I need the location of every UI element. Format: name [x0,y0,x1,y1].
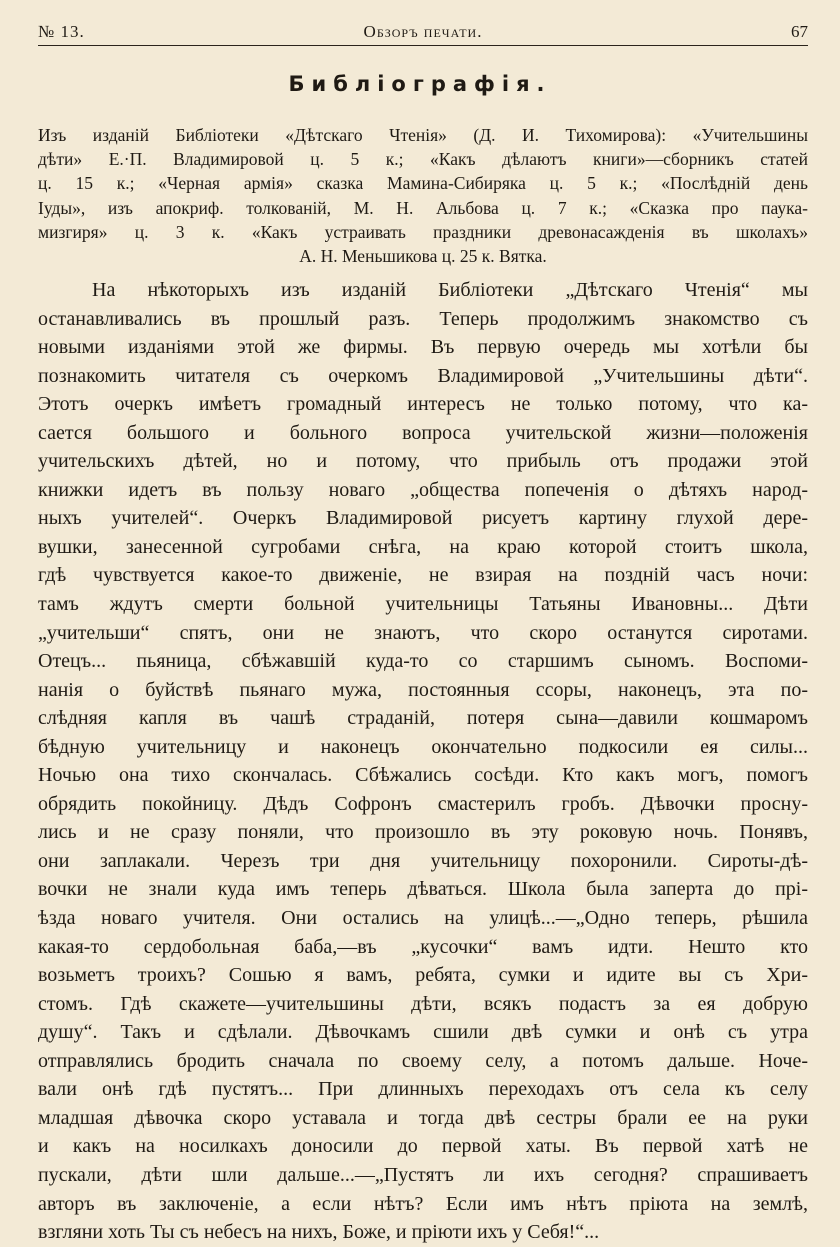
body-line: гдѣ чувствуется какое-то движеніе, не взирая на поздній часъ ночи: [38,564,808,587]
body-line: слѣдняя капля въ чашѣ страданій, потеря сына—давили кошмаромъ [38,707,808,730]
body-line: останавливались въ прошлый разъ. Теперь продолжимъ знакомство съ [38,307,808,330]
header-rule [38,45,808,46]
body-line: отправлялись бродить сначала по своему селу, а потомъ дальше. Ноче- [38,1049,808,1072]
body-line: Отецъ... пьяница, сбѣжавшій куда-то со старшимъ сыномъ. Воспоми- [38,650,808,673]
body-line: познакомить читателя съ очеркомъ Владимировой „Учительшины дѣти“. [38,364,808,387]
body-line: авторъ въ заключеніе, а если нѣтъ? Если имъ нѣтъ пріюта на землѣ, [38,1192,808,1215]
running-title: Обзоръ печати. [363,22,483,41]
body-line: взгляни хоть Ты съ небесъ на нихъ, Боже, и пріюти ихъ у Себя!“... [38,1221,600,1244]
bibliography-line: дѣти» Е.·П. Владимировой ц. 5 к.; «Какъ дѣлаютъ книги»—сборникъ статей [38,149,808,170]
article-body [38,276,808,1247]
body-line: они заплакали. Черезъ три дня учительницу похоронили. Сироты-дѣ- [38,849,808,872]
bibliography-line: Іуды», изъ апокриф. толкованій, М. Н. Альбова ц. 7 к.; «Сказка про паука- [38,197,808,218]
body-line: нанія о буйствѣ пьянаго мужа, постоянныя ссоры, наконецъ, эта по- [38,678,808,701]
body-line: младшая дѣвочка скоро уставала и тогда двѣ сестры брали ее на руки [38,1106,808,1129]
body-line: На нѣкоторыхъ изъ изданій Библіотеки „Дѣтскаго Чтенія“ мы [92,279,808,301]
body-line: тамъ ждутъ смерти больной учительницы Татьяны Ивановны... Дѣти [38,593,808,616]
body-line: ныхъ учителей“. Очеркъ Владимировой рисуетъ картину глухой дере- [38,507,808,530]
body-line: и какъ на носилкахъ доносили до первой хаты. Въ первой хатѣ не [38,1135,808,1158]
body-line: лись и не сразу поняли, что произошло въ эту роковую ночь. Понявъ, [38,821,808,844]
body-line: „учительши“ спятъ, они не знаютъ, что скоро останутся сиротами. [38,621,808,644]
bibliography-line: мизгиря» ц. 3 к. «Какъ устраивать праздники древонасажденія въ школахъ» [38,221,808,242]
body-line: бѣдную учительницу и наконецъ окончательно подкосили ея силы... [38,735,808,758]
body-line: душу“. Такъ и сдѣлали. Дѣвочкамъ сшили двѣ сумки и онѣ съ утра [38,1021,808,1044]
bibliography-entry [38,123,808,268]
bibliography-line: Изъ изданій Библіотеки «Дѣтскаго Чтенія» (Д. И. Тихомирова): «Учительшины [38,125,808,145]
body-line: какая-то сердобольная баба,—въ „кусочки“ вамъ идти. Нешто кто [38,935,808,958]
body-line: Этотъ очеркъ имѣетъ громадный интересъ не только потому, что ка- [38,393,808,416]
bibliography-line: ц. 15 к.; «Черная армія» сказка Мамина-Сибиряка ц. 5 к.; «Послѣдній день [38,173,808,194]
page-number: 67 [791,22,808,41]
body-line: сается большого и больного вопроса учительской жизни—положенія [38,421,808,444]
body-line: Ночью она тихо скончалась. Сбѣжались сосѣди. Кто какъ могъ, помогъ [38,764,808,787]
issue-number: № 13. [38,22,85,41]
body-line: вали онѣ гдѣ пустятъ... При длинныхъ переходахъ отъ села къ селу [38,1078,808,1101]
body-line: возьметъ троихъ? Сошью я вамъ, ребята, сумки и идите вы съ Хри- [38,964,808,987]
body-line: учительскихъ дѣтей, но и потому, что прибыль отъ продажи этой [38,450,808,473]
bibliography-line: А. Н. Меньшикова ц. 25 к. Вятка. [299,245,547,266]
body-line: пускали, дѣти шли дальше...—„Пустятъ ли ихъ сегодня? спрашиваетъ [38,1163,808,1186]
body-line: книжки идетъ въ пользу новаго „общества попеченія о дѣтяхъ народ- [38,478,808,501]
body-line: обрядить покойницу. Дѣдъ Софронъ смастерилъ гробъ. Дѣвочки просну- [38,792,808,815]
section-title: Библіографія. [288,72,552,96]
body-line: вочки не знали куда имъ теперь дѣваться. Школа была заперта до прі- [38,878,808,901]
body-line: вушки, занесенной сугробами снѣга, на краю которой стоитъ школа, [38,535,808,558]
body-line: стомъ. Гдѣ скажете—учительшины дѣти, всякъ подастъ за ея добрую [38,992,808,1015]
body-line: ѣзда новаго учителя. Они остались на улицѣ...—„Одно теперь, рѣшила [38,907,808,930]
body-line: новыми изданіями этой же фирмы. Въ первую очередь мы хотѣли бы [38,336,808,359]
